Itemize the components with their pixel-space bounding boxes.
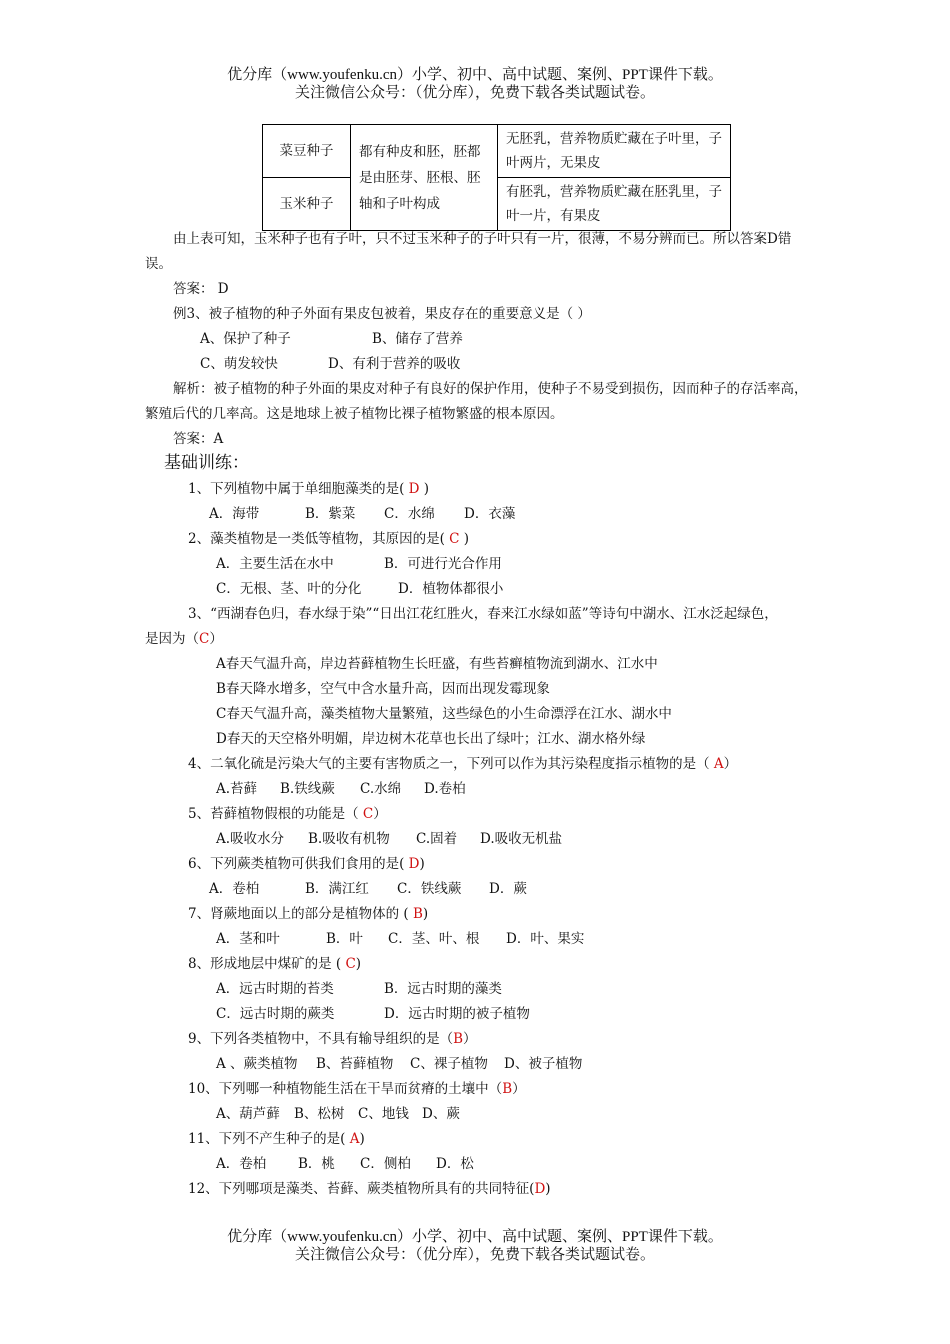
question-stem: 5、苔藓植物假根的功能是（ <box>188 806 359 822</box>
question-stem: 11、下列不产生种子的是( <box>188 1131 346 1147</box>
answer: C <box>199 631 210 647</box>
option: C.水绵 <box>360 781 402 797</box>
bracket: ） <box>209 631 223 647</box>
option: C、裸子植物 <box>410 1056 488 1072</box>
answer: C <box>358 806 374 822</box>
option-row <box>216 1054 582 1074</box>
answer: A <box>709 756 724 772</box>
answer-line: 答案：A <box>173 431 224 447</box>
bracket: ） <box>373 806 387 822</box>
bracket: ) <box>545 1181 551 1197</box>
table-cell: 有胚乳，营养物质贮藏在胚乳里，子叶一片，有果皮 <box>498 178 731 231</box>
option: B．远古时期的藻类 <box>384 981 502 997</box>
question-stem: 9、下列各类植物中，不具有输导组织的是（ <box>188 1031 454 1047</box>
option: D春天的天空格外明媚，岸边树木花草也长出了绿叶；江水、湖水格外绿 <box>216 731 646 747</box>
answer: A <box>345 1131 360 1147</box>
option: B.吸收有机物 <box>308 831 390 847</box>
explanation-line: 误。 <box>145 256 172 272</box>
table-row <box>263 125 731 178</box>
question-stem: 8、形成地层中煤矿的是 ( <box>188 956 342 972</box>
explanation-line: 由上表可知，玉米种子也有子叶，只不过玉米种子的子叶只有一片，很薄，不易分辨而已。所以答案D错 <box>173 231 792 247</box>
analysis-line: 解析：被子植物的种子外面的果皮对种子有良好的保护作用，使种子不易受到损伤，因而种子的存活率高， <box>173 381 808 397</box>
question-3-stem-cont <box>145 629 223 649</box>
answer: B <box>408 906 423 922</box>
answer: C <box>444 531 464 547</box>
question-stem: 12、下列哪项是藻类、苔藓、蕨类植物所具有的共同特征( <box>188 1181 535 1197</box>
option: D．衣藻 <box>464 506 516 522</box>
option: C.固着 <box>416 831 458 847</box>
option: B．满江红 <box>305 881 369 897</box>
option: A、葫芦藓 <box>216 1106 280 1122</box>
example-3-question: 例3、被子植物的种子外面有果皮包被着，果皮存在的重要意义是（ ） <box>173 306 591 322</box>
option: A.吸收水分 <box>216 831 285 847</box>
question-4 <box>188 754 737 774</box>
bracket: ) <box>463 531 470 547</box>
bracket: ） <box>512 1081 526 1097</box>
question-2 <box>188 529 469 549</box>
option-row <box>216 554 502 574</box>
question-stem: 1、下列植物中属于单细胞藻类的是( <box>188 481 405 497</box>
answer: D <box>534 1181 546 1197</box>
page-header <box>0 66 950 102</box>
option-row <box>216 979 502 999</box>
header-line-2: 关注微信公众号：（优分库），免费下载各类试题试卷。 <box>294 85 655 101</box>
option: A、保护了种子 <box>200 331 291 347</box>
question-9 <box>188 1029 477 1049</box>
question-6 <box>188 854 425 874</box>
answer: B <box>453 1031 464 1047</box>
answer: C <box>341 956 356 972</box>
section-heading: 基础训练： <box>164 453 249 473</box>
option: C．水绵 <box>384 506 435 522</box>
option-row <box>209 879 527 899</box>
option-row <box>216 829 562 849</box>
option: B．叶 <box>326 931 363 947</box>
option: C、萌发较快 <box>200 356 278 372</box>
question-stem: 6、下列蕨类植物可供我们食用的是( <box>188 856 405 872</box>
option: C．茎、叶、根 <box>388 931 480 947</box>
option: B．紫菜 <box>305 506 356 522</box>
bracket: ) <box>422 906 429 922</box>
table-cell-common: 都有种皮和胚，胚都是由胚芽、胚根、胚轴和子叶构成 <box>351 125 498 231</box>
option: A．卷柏 <box>216 1156 267 1172</box>
question-8 <box>188 954 361 974</box>
seed-comparison-table <box>262 124 731 231</box>
question-stem: 4、二氧化硫是污染大气的主要有害物质之一，下列可以作为其污染程度指示植物的是（ <box>188 756 710 772</box>
question-stem: 是因为（ <box>145 631 199 647</box>
table-cell: 无胚乳，营养物质贮藏在子叶里，子叶两片，无果皮 <box>498 125 731 178</box>
option: A．茎和叶 <box>216 931 280 947</box>
page-footer <box>0 1228 950 1264</box>
answer-line: 答案： D <box>173 281 229 297</box>
option-row <box>216 779 466 799</box>
option-row <box>209 504 515 524</box>
option: B、苔藓植物 <box>316 1056 394 1072</box>
question-12 <box>188 1179 551 1199</box>
question-1 <box>188 479 429 499</box>
option: D.卷柏 <box>424 781 466 797</box>
bracket: ) <box>359 1131 365 1147</box>
bracket: ） <box>723 756 738 772</box>
option-row <box>216 1004 530 1024</box>
option: B．可进行光合作用 <box>384 556 502 572</box>
header-line-1: 优分库（www.youfenku.cn）小学、初中、高中试题、案例、PPT课件下载。 <box>227 67 723 83</box>
analysis-line: 繁殖后代的几率高。这是地球上被子植物比裸子植物繁盛的根本原因。 <box>145 406 564 422</box>
option: D．远古时期的被子植物 <box>384 1006 530 1022</box>
option: D.吸收无机盐 <box>480 831 563 847</box>
option: A．卷柏 <box>209 881 260 897</box>
question-stem: 10、下列哪一种植物能生活在干旱而贫瘠的土壤中（ <box>188 1081 503 1097</box>
bracket: ） <box>463 1031 477 1047</box>
bracket: ) <box>419 856 425 872</box>
option: B、储存了营养 <box>372 331 463 347</box>
option: D．松 <box>436 1156 474 1172</box>
question-10 <box>188 1079 526 1099</box>
option: C、地钱 <box>358 1106 409 1122</box>
option: B．桃 <box>298 1156 335 1172</box>
option-row <box>216 929 584 949</box>
answer: D <box>404 481 424 497</box>
option: D、蕨 <box>422 1106 460 1122</box>
table-cell: 玉米种子 <box>263 178 351 231</box>
question-stem: 7、肾蕨地面以上的部分是植物体的 ( <box>188 906 409 922</box>
question-stem: 2、藻类植物是一类低等植物，其原因的是( <box>188 531 445 547</box>
answer: B <box>502 1081 513 1097</box>
question-5 <box>188 804 387 824</box>
footer-line-2: 关注微信公众号：（优分库），免费下载各类试题试卷。 <box>294 1247 655 1263</box>
option: C．铁线蕨 <box>397 881 462 897</box>
option: A 、蕨类植物 <box>216 1056 298 1072</box>
question-11 <box>188 1129 365 1149</box>
option: A.苔藓 <box>216 781 258 797</box>
option: D．蕨 <box>489 881 527 897</box>
bracket: ) <box>355 956 362 972</box>
option-row <box>216 1104 460 1124</box>
option-row <box>200 354 460 374</box>
footer-line-1: 优分库（www.youfenku.cn）小学、初中、高中试题、案例、PPT课件下载。 <box>227 1229 723 1245</box>
option: D、有利于营养的吸收 <box>328 356 461 372</box>
option: A．海带 <box>209 506 260 522</box>
option: C．无根、茎、叶的分化 <box>216 581 362 597</box>
option: C．侧柏 <box>360 1156 411 1172</box>
option: A．远古时期的苔类 <box>216 981 334 997</box>
option: B、松树 <box>294 1106 345 1122</box>
option: C．远古时期的蕨类 <box>216 1006 335 1022</box>
option-row <box>216 1154 474 1174</box>
option-row <box>216 579 503 599</box>
question-7 <box>188 904 428 924</box>
question-3-stem: 3、“西湖春色归，春水绿于染”“日出江花红胜火，春来江水绿如蓝”等诗句中湖水、江水泛起绿色， <box>188 606 778 622</box>
option: A．主要生活在水中 <box>216 556 334 572</box>
option: A春天气温升高，岸边苔藓植物生长旺盛，有些苔癣植物流到湖水、江水中 <box>216 656 658 672</box>
option: D．植物体都很小 <box>398 581 504 597</box>
option: D、被子植物 <box>504 1056 583 1072</box>
option: B春天降水增多，空气中含水量升高，因而出现发霉现象 <box>216 681 550 697</box>
option: D．叶、果实 <box>506 931 585 947</box>
option: C春天气温升高，藻类植物大量繁殖，这些绿色的小生命漂浮在江水、湖水中 <box>216 706 672 722</box>
answer: D <box>404 856 420 872</box>
bracket: ) <box>423 481 430 497</box>
option-row <box>200 329 463 349</box>
option: B.铁线蕨 <box>280 781 335 797</box>
table-cell: 菜豆种子 <box>263 125 351 178</box>
